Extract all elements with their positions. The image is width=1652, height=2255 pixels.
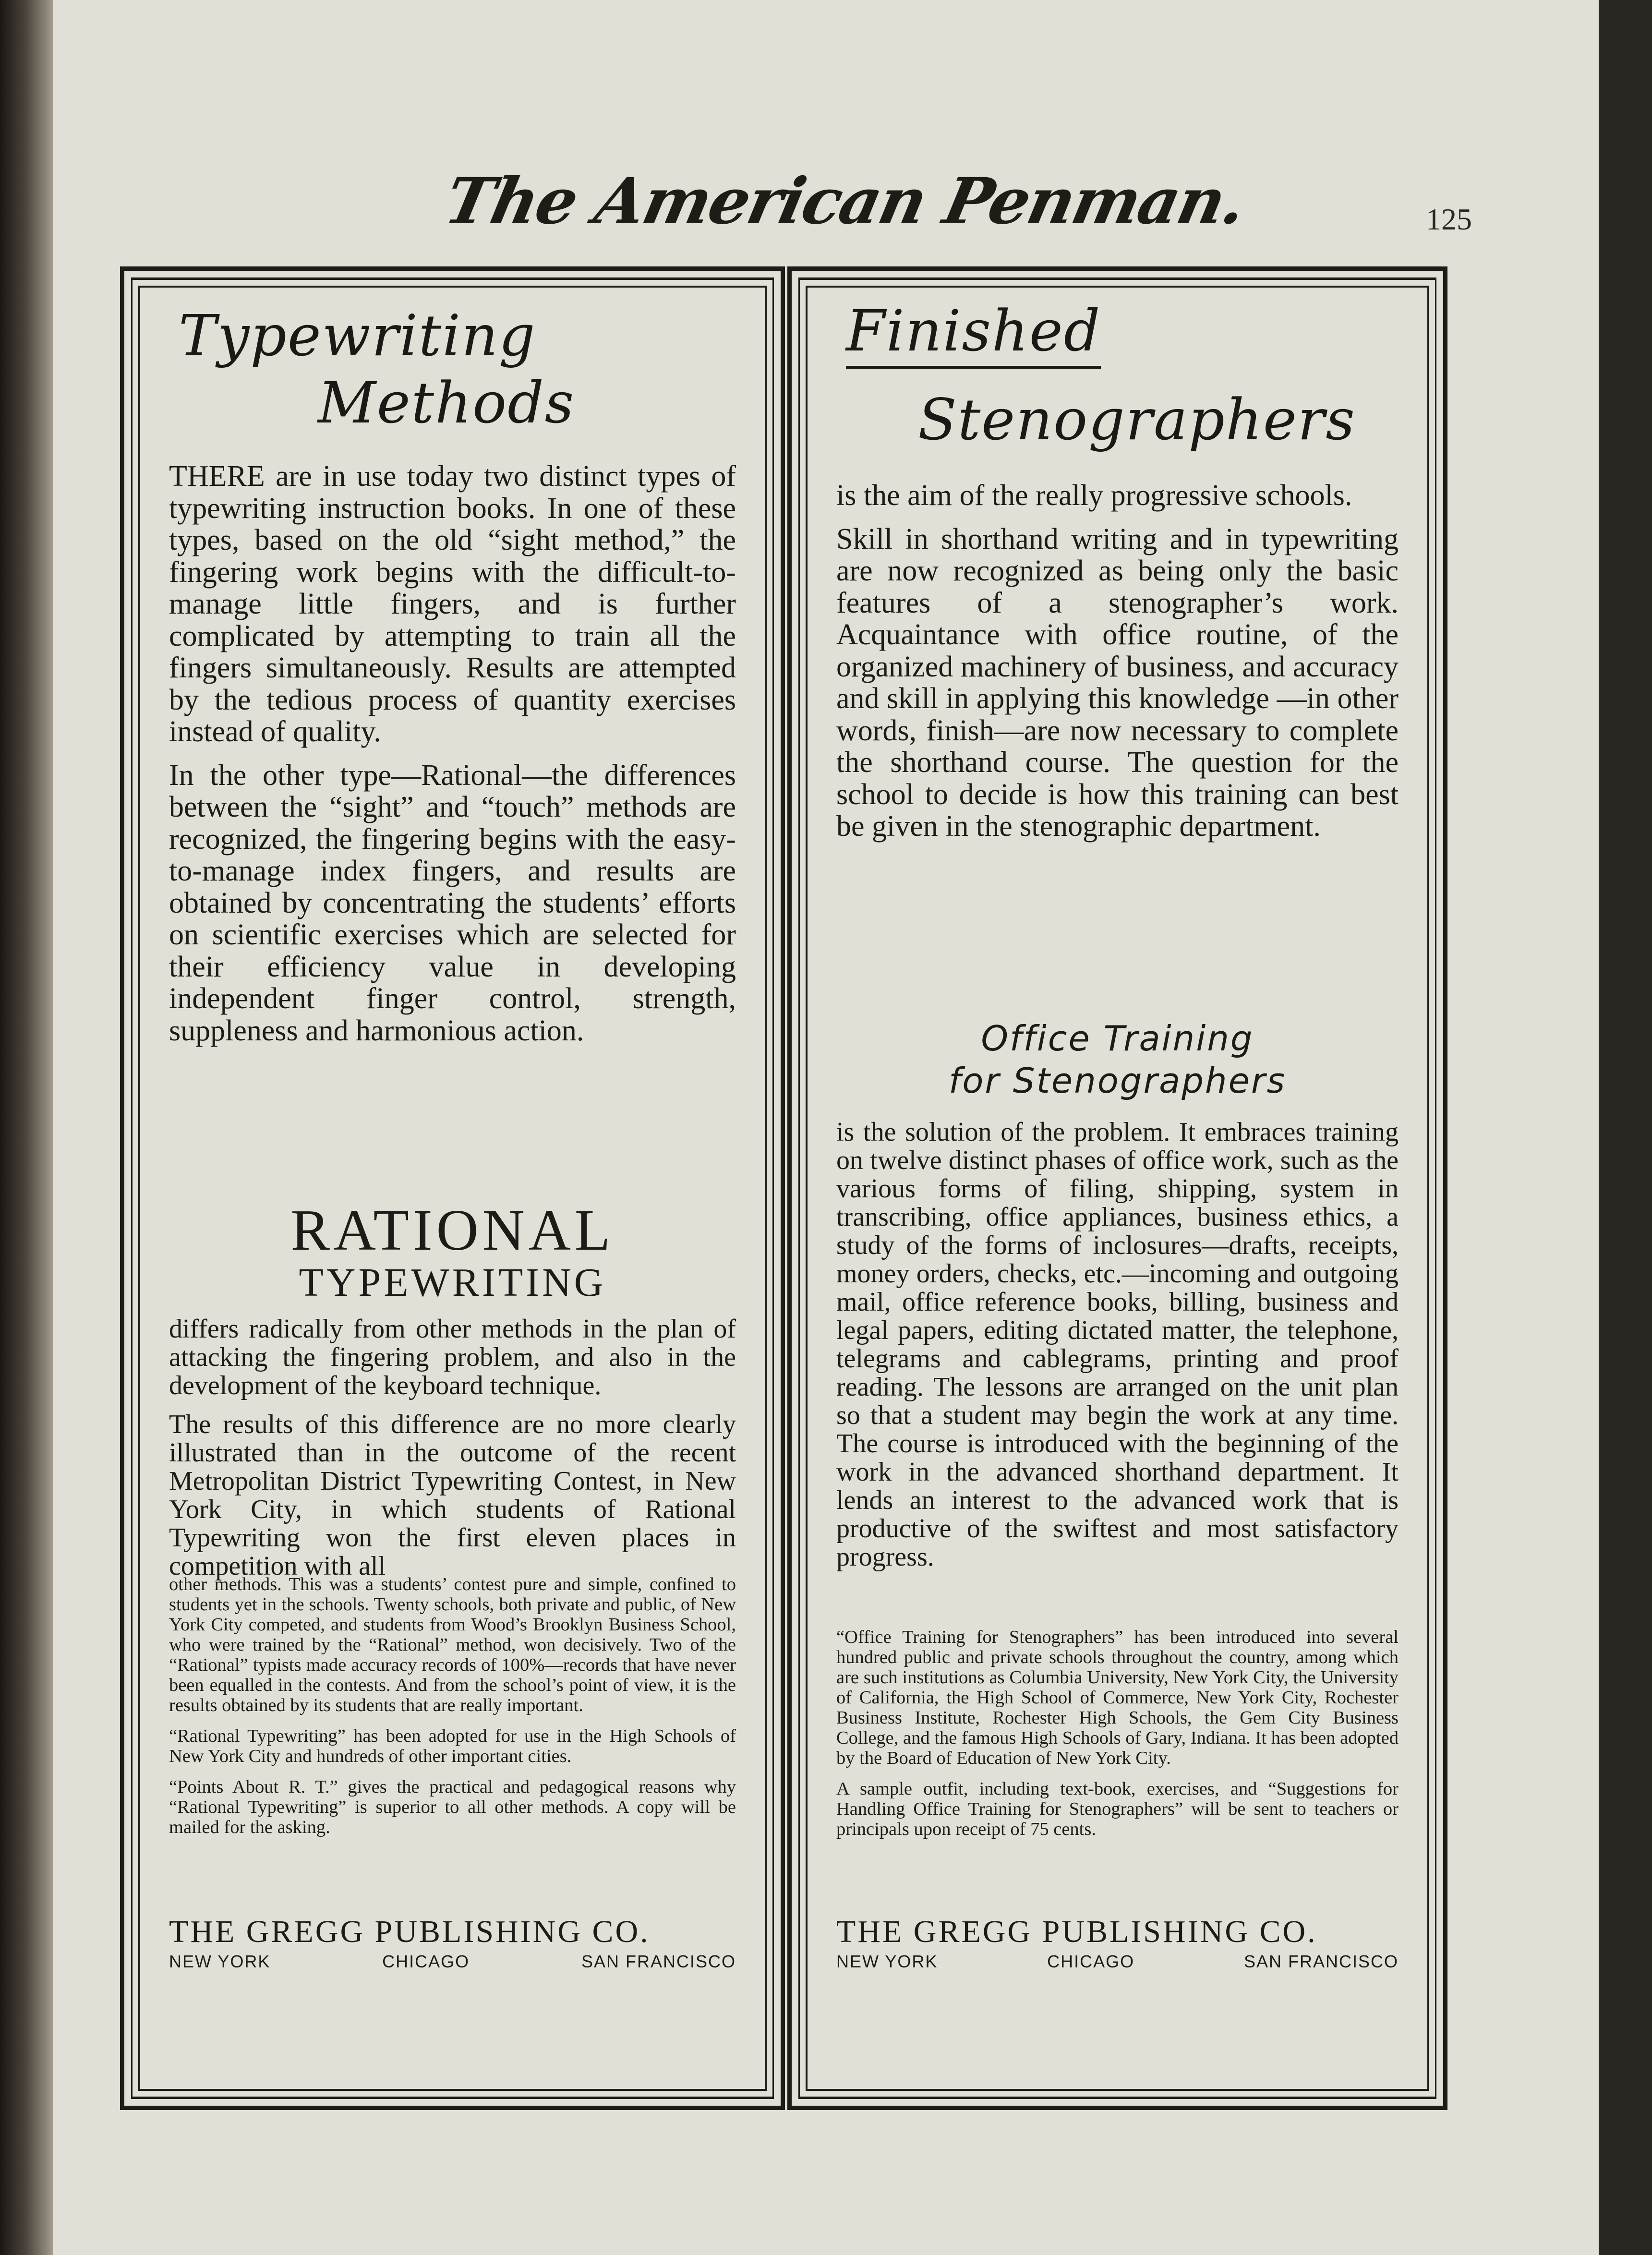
finished-stenographers-ad: [787, 266, 1447, 2110]
typewriting-methods-ad: [120, 266, 785, 2110]
subhead-line1: Office Training: [981, 1018, 1254, 1059]
ad-body-medium: [169, 1315, 736, 1591]
masthead: The American Penman.: [438, 164, 1252, 239]
rational-typewriting-title: [140, 1200, 765, 1304]
ad-paragraph: A sample outfit, including text-book, exercises, and “Suggestions for Handling Office Training for Stenographers” will be sent to teachers or principals upon receipt of 75 cents.: [836, 1779, 1399, 1839]
city-label: SAN FRANCISCO: [581, 1952, 736, 1971]
city-label: NEW YORK: [836, 1952, 938, 1971]
page-number: 125: [1426, 202, 1472, 236]
ad-headline-line2: Methods: [318, 370, 575, 436]
ad-paragraph: other methods. This was a students’ contest pure and simple, confined to students yet in the schools. Twenty schools, both private and public, of New York City competed, and students from Wood’s Brooklyn Business School, who were trained by the “Rational” method, won decisively. Two of the “Rational” typists made accuracy records of 100%—records that have never been equalled in the contests. And from the school’s point of view, it is the results obtained by its students that are really important.: [169, 1574, 736, 1715]
ad-body: [169, 460, 736, 1058]
rational-title: RATIONAL: [290, 1198, 615, 1263]
ad-paragraph: Skill in shorthand writing and in typewriting are now recognized as being only the basic features of a stenographer’s work. Acquaintance with office routine, of the organized machinery of business, and accuracy and skill in applying this knowledge —in other words, finish—are now necessary to complete the shorthand course. The question for the school to decide is how this training can best be given in the stenographic department.: [836, 522, 1399, 843]
ad-paragraph: THERE are in use today two distinct types of typewriting instruction books. In one of these types, based on the old “sight method,” the fingering work begins with the difficult-to-manage little fingers, and is further complicated by attempting to train all the fingers simultaneously. Results are attempted by the tedious process of quantity exercises instead of quality.: [169, 460, 736, 748]
ad-body: [836, 480, 1399, 854]
ad-body-small: [169, 1574, 736, 1848]
subhead-line2: for Stenographers: [949, 1061, 1286, 1101]
ad-body-medium: [836, 1118, 1399, 1582]
ad-headline-line2: Stenographers: [918, 386, 1356, 453]
ad-paragraph: “Points About R. T.” gives the practical and pedagogical reasons why “Rational Typewriting” is superior to all other methods. A copy will be mailed for the asking.: [169, 1777, 736, 1837]
publisher-block: [836, 1915, 1399, 1972]
ad-paragraph: “Rational Typewriting” has been adopted for use in the High Schools of New York City and hundreds of other important cities.: [169, 1726, 736, 1766]
city-label: CHICAGO: [1047, 1952, 1135, 1971]
ad-body-small: [836, 1627, 1399, 1850]
ad-paragraph: is the solution of the problem. It embraces training on twelve distinct phases of office work, such as the various forms of filing, shipping, system in transcribing, office appliances, business ethics, a study of the forms of inclosures—drafts, receipts, money orders, checks, etc.—incoming and outgoing mail, office reference books, billing, business and legal papers, editing dictated matter, the telephone, telegrams and cablegrams, printing and proof reading. The lessons are arranged on the unit plan so that a student may begin the work at any time. The course is introduced with the beginning of the work in the advanced shorthand department. It lends an interest to the advanced work that is productive of the swiftest and most satisfactory progress.: [836, 1117, 1399, 1572]
publisher-name: THE GREGG PUBLISHING CO.: [836, 1914, 1317, 1949]
ad-paragraph: is the aim of the really progressive schools.: [836, 479, 1352, 512]
ad-headline-line1: Typewriting: [179, 302, 536, 369]
ad-paragraph: “Office Training for Stenographers” has been introduced into several hundred public and private schools throughout the country, among which are such institutions as Columbia University, New York City, the University of California, the High School of Commerce, New York City, Rochester Business Institute, Rochester High Schools, the Gem City Business College, and the famous High Schools of Gary, Indiana. It has been adopted by the Board of Education of New York City.: [836, 1627, 1399, 1768]
ad-headline-line1: Finished: [846, 300, 1101, 369]
ad-paragraph: differs radically from other methods in the plan of attacking the fingering problem, and also in the development of the keyboard technique.: [169, 1314, 736, 1400]
city-label: SAN FRANCISCO: [1243, 1952, 1399, 1971]
book-gutter: [0, 0, 58, 2255]
publisher-block: [169, 1915, 736, 1972]
ad-paragraph: In the other type—Rational—the differences between the “sight” and “touch” methods are recognized, the fingering begins with the easy-to-manage index fingers, and results are obtained by concentrating the students’ efforts on scientific exercises which are selected for their efficiency value in developing independent finger control, strength, suppleness and harmonious action.: [169, 759, 736, 1047]
office-training-subhead: [808, 1017, 1427, 1102]
publisher-name: THE GREGG PUBLISHING CO.: [169, 1914, 650, 1949]
city-label: NEW YORK: [169, 1952, 271, 1971]
rational-subtitle: TYPEWRITING: [299, 1260, 606, 1305]
ad-paragraph: The results of this difference are no more clearly illustrated than in the outcome of the recent Metropolitan District Typewriting Contest, in New York City, in which students of Rational Typewriting won the first eleven places in competition with all: [169, 1410, 736, 1581]
city-label: CHICAGO: [382, 1952, 470, 1971]
